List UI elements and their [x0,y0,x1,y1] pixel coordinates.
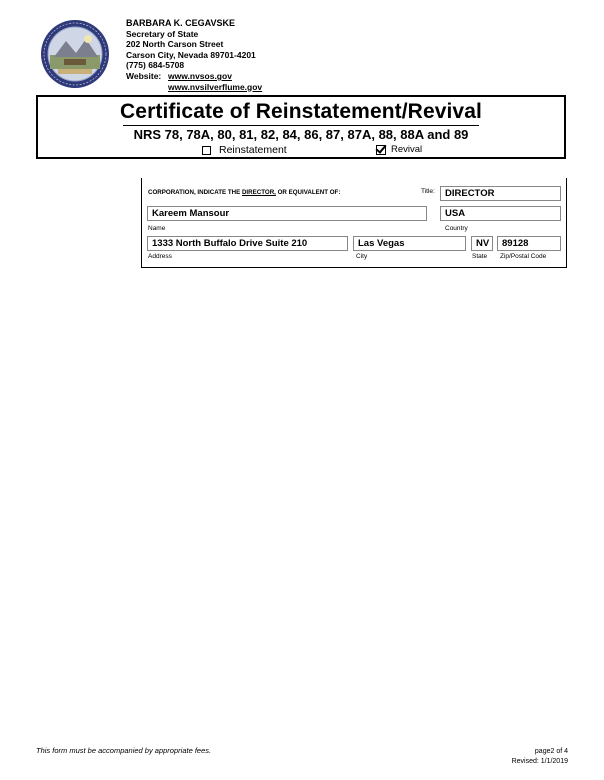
page-info [512,747,568,767]
revival-checkbox[interactable] [376,145,386,155]
website-link-silverflume[interactable]: www.nvsilverflume.gov [168,81,263,92]
secretary-name: BARBARA K. CEGAVSKE [126,18,236,28]
title-underline [123,125,479,126]
office-phone: (775) 684-5708 [126,60,185,71]
name-field[interactable]: Kareem Mansour [147,206,427,221]
name-label: Name [148,225,166,232]
fees-note: This form must be accompanied by appropriate fees. [36,746,212,755]
secretary-title: Secretary of State [126,28,199,39]
nevada-state-seal-icon [40,19,110,89]
certificate-title: Certificate of Reinstatement/Revival [120,100,482,123]
title-label: Title: [421,188,435,195]
option-reinstatement[interactable] [202,144,287,156]
city-label: City [356,253,368,260]
reinstatement-checkbox[interactable] [202,146,211,155]
website-link-nvsos[interactable]: www.nvsos.gov [168,70,232,81]
state-label: State [472,253,488,260]
revival-label: Revival [391,144,423,155]
office-city: Carson City, Nevada 89701-4201 [126,49,256,60]
title-field[interactable]: DIRECTOR [440,186,561,201]
zip-label: Zip/Postal Code [500,253,547,260]
zip-field[interactable]: 89128 [497,236,561,251]
address-label: Address [148,253,172,260]
certificate-header [36,95,566,159]
director-heading: CORPORATION, INDICATE THE DIRECTOR, OR EQUIVALENT OF: [148,189,341,196]
country-field[interactable]: USA [440,206,561,221]
director-section [141,178,567,268]
statutes-line: NRS 78, 78A, 80, 81, 82, 84, 86, 87, 87A, 88, 88A and 89 [133,127,469,142]
option-revival[interactable] [376,144,422,155]
website-label: Website: [126,70,162,81]
office-street: 202 North Carson Street [126,39,224,50]
office-info [126,18,262,92]
city-field[interactable]: Las Vegas [353,236,466,251]
country-label: Country [445,225,468,232]
address-field[interactable]: 1333 North Buffalo Drive Suite 210 [147,236,348,251]
state-field[interactable]: NV [471,236,493,251]
revised-date: Revised: 1/1/2019 [511,758,568,765]
reinstatement-label: Reinstatement [219,144,287,156]
page-number: page2 of 4 [534,748,568,755]
